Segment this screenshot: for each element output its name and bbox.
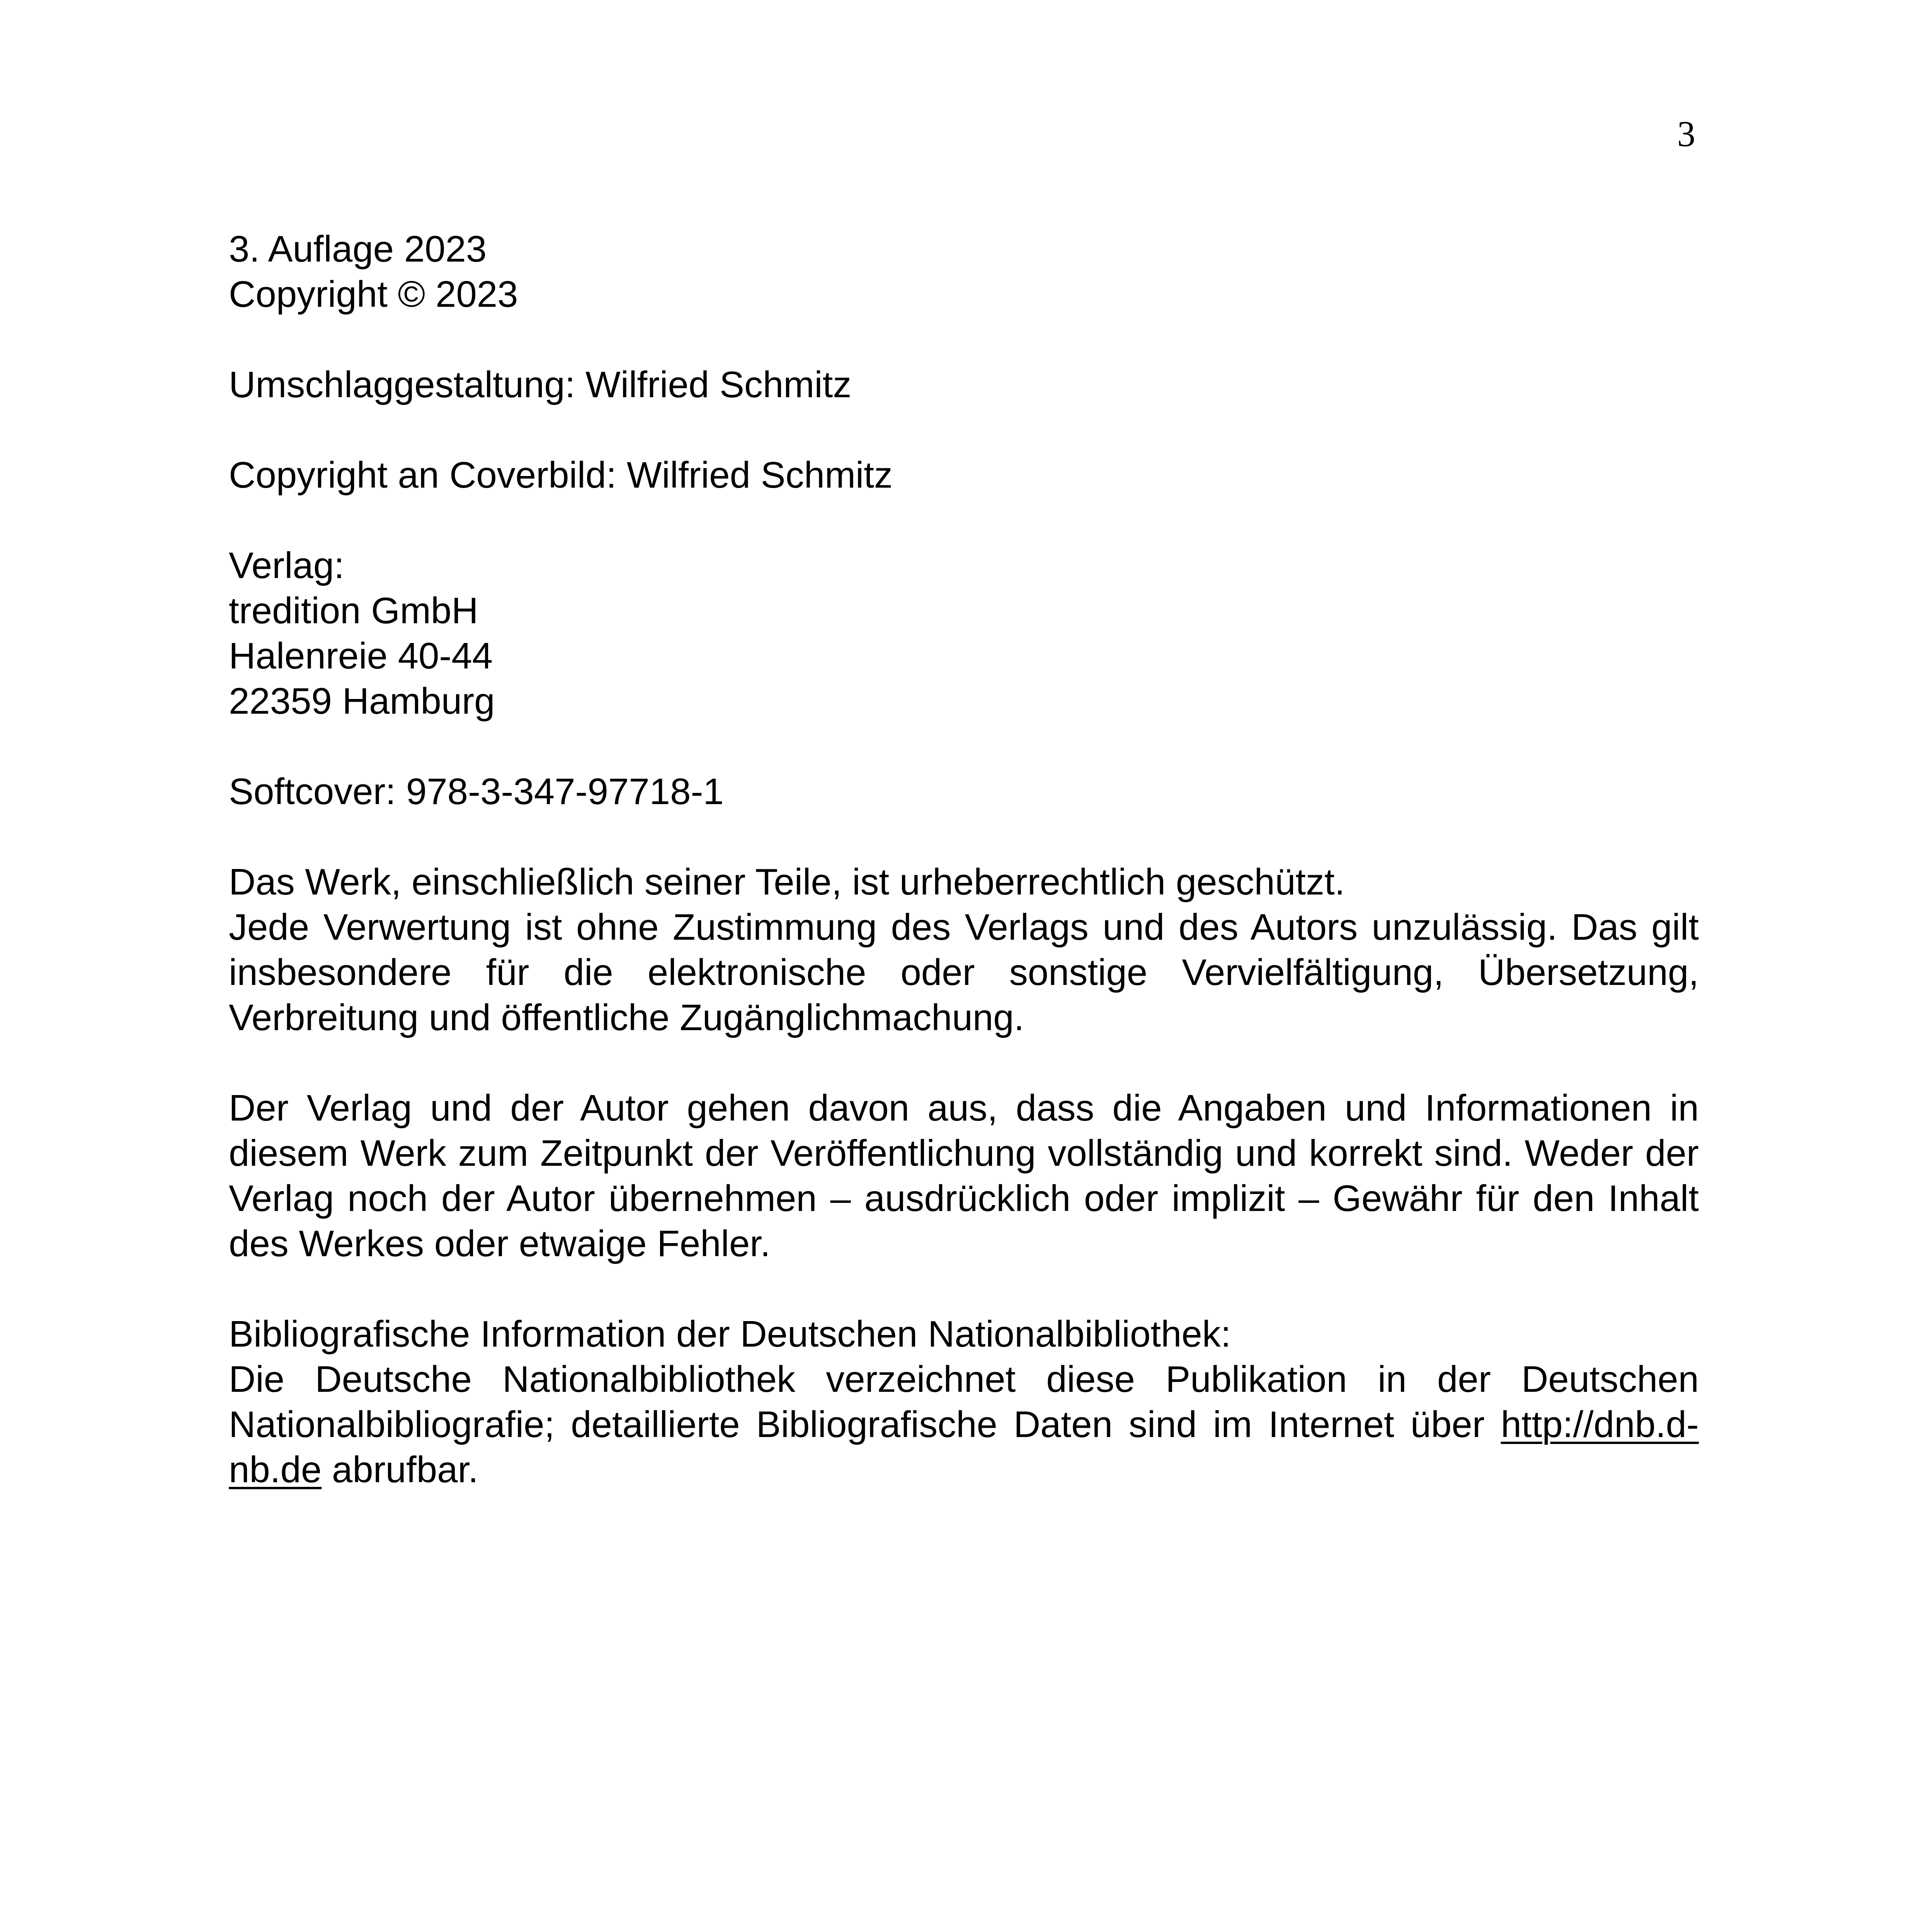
- publisher-city: 22359 Hamburg: [229, 680, 495, 722]
- imprint-block: [229, 226, 1699, 1492]
- edition-line: 3. Auflage 2023: [229, 228, 487, 270]
- dnb-heading: Bibliografische Information der Deutschen Nationalbibliothek:: [229, 1313, 1231, 1355]
- dnb-paragraph: [229, 1357, 1699, 1492]
- publisher-name: tredition GmbH: [229, 590, 478, 631]
- cover-design-line: Umschlaggestaltung: Wilfried Schmitz: [229, 364, 852, 405]
- publisher-street: Halenreie 40-44: [229, 635, 493, 677]
- copyright-line: Copyright © 2023: [229, 274, 518, 315]
- disclaimer-paragraph: Der Verlag und der Autor gehen davon aus, dass die Angaben und Informationen in diesem Werk zum Zeitpunkt der Veröffentlichung vollständig und korrekt sind. Weder der Verlag noch der Autor übernehmen – ausdrücklich oder implizit – Gewähr für den Inhalt des Werkes oder etwaige Fehler.: [229, 1087, 1699, 1264]
- isbn-line: Softcover: 978-3-347-97718-1: [229, 771, 724, 812]
- publisher-label: Verlag:: [229, 545, 344, 586]
- page-number: 3: [1677, 114, 1695, 154]
- dnb-text-after: abrufbar.: [322, 1449, 478, 1490]
- cover-image-copyright-line: Copyright an Coverbild: Wilfried Schmitz: [229, 454, 893, 496]
- dnb-text-before: Die Deutsche Nationalbibliothek verzeichnet diese Publikation in der Deutschen Nationalbibliografie; detaillierte Bibliografische Daten sind im Internet über: [229, 1359, 1699, 1445]
- rights-paragraph: Jede Verwertung ist ohne Zustimmung des Verlags und des Autors unzulässig. Das gilt insbesondere für die elektronische oder sonstige Vervielfältigung, Übersetzung, Verbreitung und öffentliche Zugänglichmachung.: [229, 906, 1699, 1038]
- rights-line-1: Das Werk, einschließlich seiner Teile, ist urheberrechtlich geschützt.: [229, 861, 1345, 903]
- dnb-link[interactable]: http://dnb.d-nb.de: [229, 1404, 1699, 1490]
